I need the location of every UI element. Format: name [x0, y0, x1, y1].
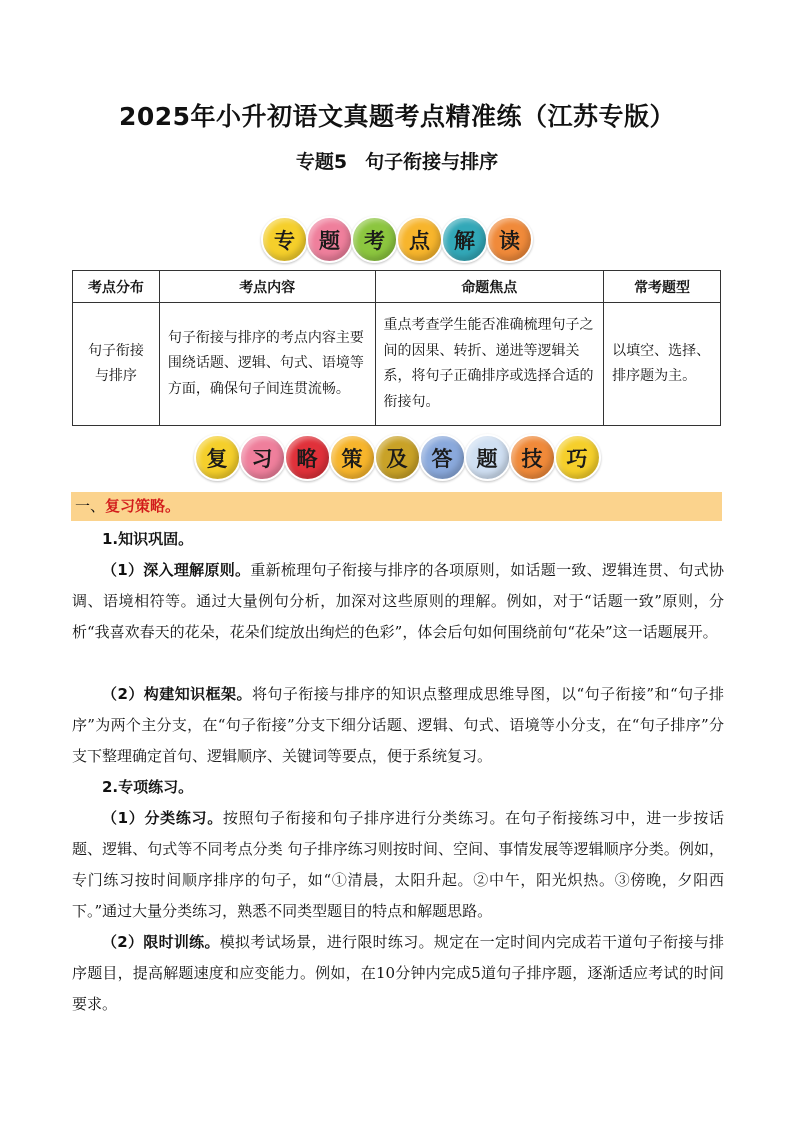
subtitle-label: 专题5 — [295, 151, 348, 173]
table-header: 考点分布 — [73, 271, 160, 303]
badge: 及 — [374, 434, 421, 481]
paragraph-text: 模拟考试场景，进行限时练习。规定在一定时间内完成若干道句子衔接与排序题目，提高解题速度和应变能力。例如，在10分钟内完成5道句子排序题，逐渐适应考试的时间要求。 — [72, 933, 724, 1013]
badge-row-review-strategy — [0, 434, 794, 481]
badge: 巧 — [554, 434, 601, 481]
badge: 专 — [261, 216, 308, 263]
table-cell: 句子衔接与排序 — [73, 303, 160, 426]
table-cell: 重点考查学生能否准确梳理句子之间的因果、转折、递进等逻辑关系，将句子正确排序或选择合适的衔接句。 — [375, 303, 604, 426]
heading-knowledge: 1.知识巩固。 — [102, 530, 194, 548]
paragraph-framework — [72, 679, 724, 772]
table-row — [73, 303, 721, 426]
paragraph-text: 重新梳理句子衔接与排序的各项原则，如话题一致、逻辑连贯、句式协调、语境相符等。通过大量例句分析，加深对这些原则的理解。例如，对于“话题一致”原则，分析“我喜欢春天的花朵，花朵们绽放出绚烂的色彩”，体会后句如何围绕前句“花朵”这一话题展开。 — [72, 561, 724, 641]
badge: 技 — [509, 434, 556, 481]
document-subtitle — [0, 147, 794, 174]
table-cell: 以填空、选择、排序题为主。 — [604, 303, 721, 426]
table-header-row — [73, 271, 721, 303]
table-header: 常考题型 — [604, 271, 721, 303]
paragraph-principles — [72, 555, 724, 648]
badge: 解 — [441, 216, 488, 263]
badge-row-topic-analysis — [0, 216, 794, 263]
badge: 读 — [486, 216, 533, 263]
badge: 策 — [329, 434, 376, 481]
badge: 点 — [396, 216, 443, 263]
exam-point-table — [72, 270, 721, 426]
paragraph-lead: （1）深入理解原则。 — [102, 561, 251, 579]
badge: 考 — [351, 216, 398, 263]
subtitle-text: 句子衔接与排序 — [365, 151, 499, 173]
paragraph-lead: （2）限时训练。 — [102, 933, 220, 951]
document-title: 2025年小升初语文真题考点精准练（江苏专版） — [118, 102, 676, 131]
section-label: 复习策略。 — [105, 497, 181, 515]
paragraph-text: 按照句子衔接和句子排序进行分类练习。在句子衔接练习中，进一步按话题、逻辑、句式等不同考点分类 句子排序练习则按时间、空间、事情发展等逻辑顺序分类。例如，专门练习按时间顺序排序的句子，如“①清晨，太阳升起。②中午，阳光炽热。③傍晚，夕阳西下。”通过大量分类练习，熟悉不同类型题目的特点和解题思路。 — [72, 809, 724, 920]
badge: 略 — [284, 434, 331, 481]
table-header: 命题焦点 — [375, 271, 604, 303]
badge: 题 — [306, 216, 353, 263]
paragraph-text: 将句子衔接与排序的知识点整理成思维导图，以“句子衔接”和“句子排序”为两个主分支，在“句子衔接”分支下细分话题、逻辑、句式、语境等小分支，在“句子排序”分支下整理确定首句、逻辑顺序、关键词等要点，便于系统复习。 — [72, 685, 724, 765]
paragraph-timed — [72, 927, 724, 1020]
paragraph-lead: （1）分类练习。 — [102, 809, 223, 827]
badge: 复 — [194, 434, 241, 481]
section-banner — [71, 492, 722, 521]
table-cell: 句子衔接与排序的考点内容主要围绕话题、逻辑、句式、语境等方面，确保句子间连贯流畅。 — [159, 303, 375, 426]
section-prefix: 一、 — [75, 497, 106, 515]
paragraph-lead: （2）构建知识框架。 — [102, 685, 252, 703]
heading-practice: 2.专项练习。 — [102, 778, 194, 796]
badge: 答 — [419, 434, 466, 481]
badge: 题 — [464, 434, 511, 481]
table-header: 考点内容 — [159, 271, 375, 303]
badge: 习 — [239, 434, 286, 481]
paragraph-classified — [72, 803, 724, 927]
